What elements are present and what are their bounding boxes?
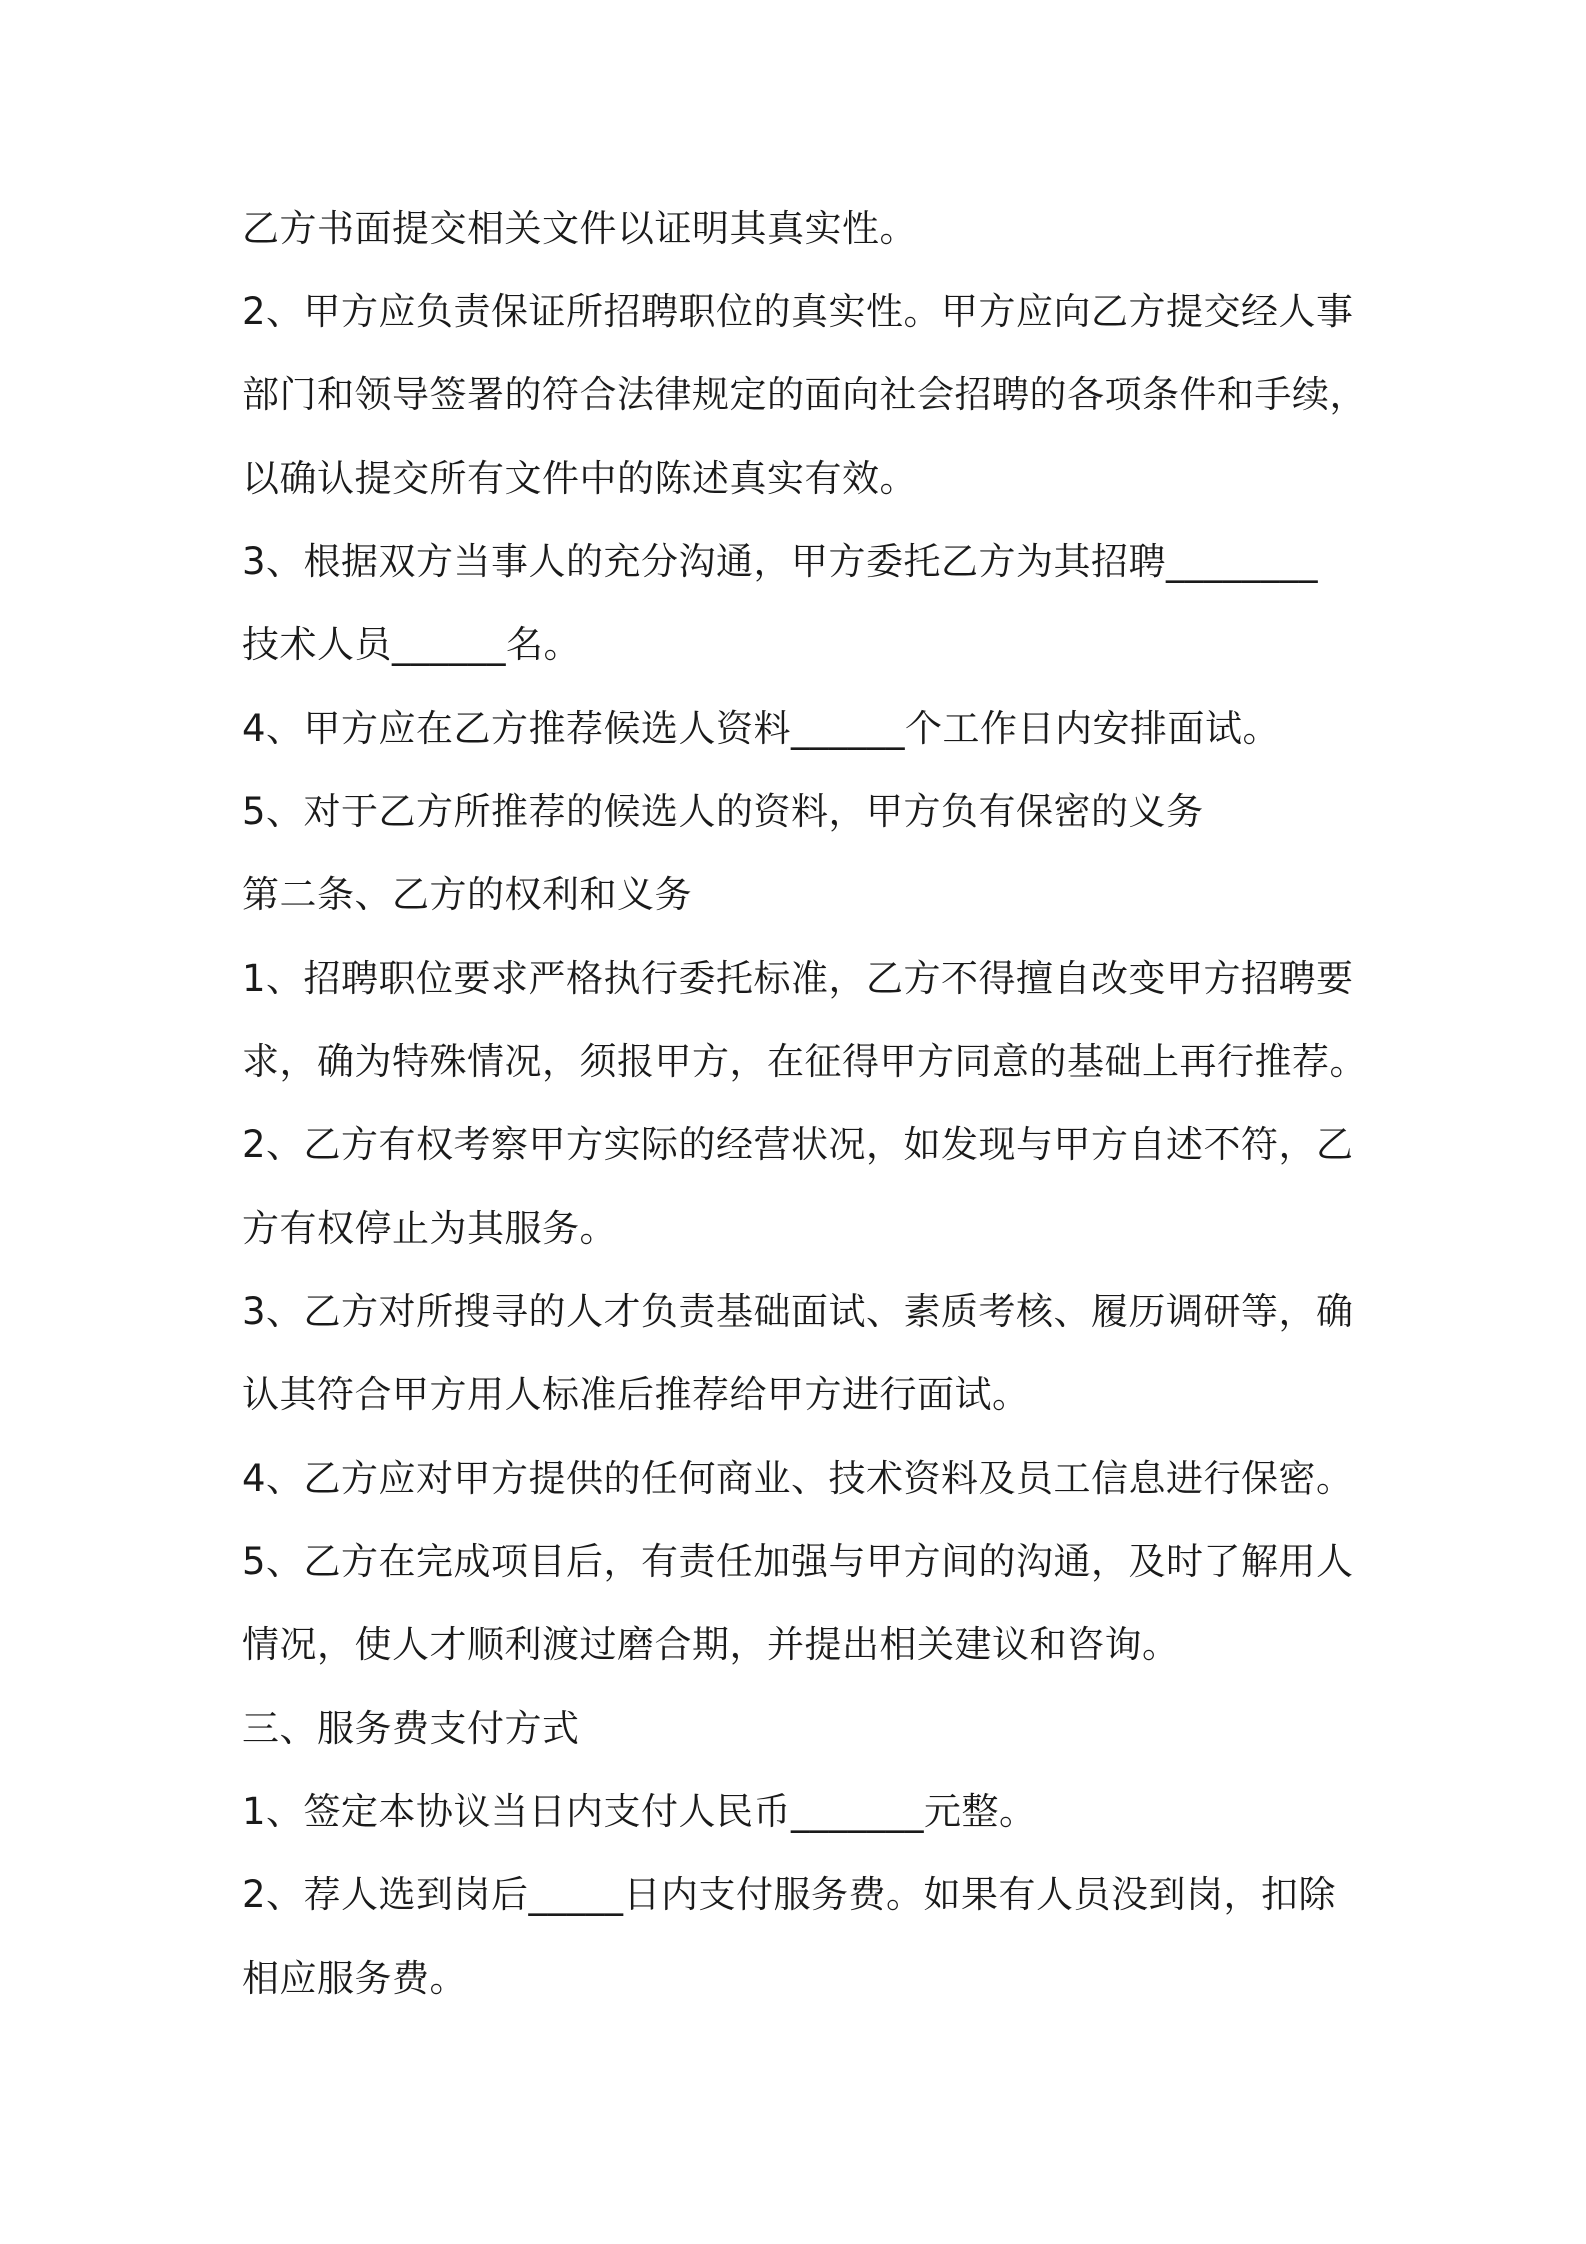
text-line-5: 3、根据双方当事人的充分沟通，甲方委托乙方为其招聘________ [242, 540, 1319, 583]
text-line-21: 2、荐人选到岗后_____日内支付服务费。如果有人员没到岗，扣除 [242, 1873, 1337, 1916]
text-line-11: 求，确为特殊情况，须报甲方，在征得甲方同意的基础上再行推荐。 [242, 1040, 1367, 1083]
text-line-15: 认其符合甲方用人标准后推荐给甲方进行面试。 [242, 1373, 1030, 1416]
text-line-1: 乙方书面提交相关文件以证明其真实性。 [242, 207, 917, 250]
text-line-8: 5、对于乙方所推荐的候选人的资料，甲方负有保密的义务 [242, 790, 1204, 833]
text-line-22: 相应服务费。 [242, 1957, 467, 2000]
text-line-2: 2、甲方应负责保证所招聘职位的真实性。甲方应向乙方提交经人事 [242, 290, 1354, 333]
text-line-4: 以确认提交所有文件中的陈述真实有效。 [242, 457, 917, 500]
text-line-7: 4、甲方应在乙方推荐候选人资料______个工作日内安排面试。 [242, 707, 1281, 750]
text-line-6: 技术人员______名。 [242, 623, 581, 666]
text-line-17: 5、乙方在完成项目后，有责任加强与甲方间的沟通，及时了解用人 [242, 1540, 1354, 1583]
section-heading-3: 三、服务费支付方式 [242, 1707, 580, 1750]
text-line-14: 3、乙方对所搜寻的人才负责基础面试、素质考核、履历调研等，确 [242, 1290, 1354, 1333]
text-line-13: 方有权停止为其服务。 [242, 1207, 617, 1250]
text-line-20: 1、签定本协议当日内支付人民币_______元整。 [242, 1790, 1037, 1833]
section-heading-2: 第二条、乙方的权利和义务 [242, 873, 692, 916]
text-line-18: 情况，使人才顺利渡过磨合期，并提出相关建议和咨询。 [242, 1623, 1180, 1666]
text-line-12: 2、乙方有权考察甲方实际的经营状况，如发现与甲方自述不符，乙 [242, 1123, 1354, 1166]
text-line-16: 4、乙方应对甲方提供的任何商业、技术资料及员工信息进行保密。 [242, 1457, 1354, 1500]
text-line-3: 部门和领导签署的符合法律规定的面向社会招聘的各项条件和手续， [242, 373, 1367, 416]
text-line-10: 1、招聘职位要求严格执行委托标准，乙方不得擅自改变甲方招聘要 [242, 957, 1354, 1000]
